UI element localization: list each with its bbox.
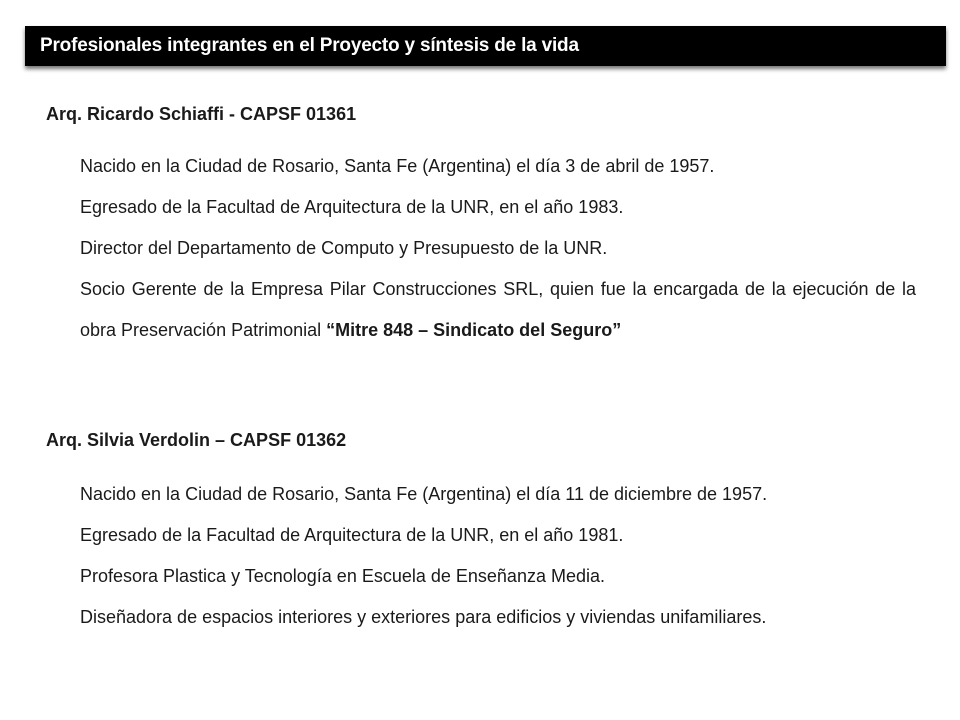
bio-schiaffi — [80, 146, 916, 351]
bio-line: Director del Departamento de Computo y Presupuesto de la UNR. — [80, 238, 608, 258]
bio-line: Nacido en la Ciudad de Rosario, Santa Fe (Argentina) el día 3 de abril de 1957. — [80, 156, 715, 176]
bio-line: Egresado de la Facultad de Arquitectura de la UNR, en el año 1983. — [80, 197, 624, 217]
bio-verdolin — [80, 474, 916, 638]
person-heading-schiaffi: Arq. Ricardo Schiaffi - CAPSF 01361 — [46, 104, 357, 124]
bio-line: Nacido en la Ciudad de Rosario, Santa Fe (Argentina) el día 11 de diciembre de 1957. — [80, 484, 768, 504]
bio-company-text: Socio Gerente de la Empresa Pilar Construcciones SRL, quien fue la encargada de la ejecución de la obra Preservación Patrimonial — [80, 279, 916, 340]
bio-paragraph-company — [80, 269, 916, 351]
page-title: Profesionales integrantes en el Proyecto y síntesis de la vida — [40, 35, 579, 56]
title-bar — [25, 26, 946, 66]
project-name: “Mitre 848 – Sindicato del Seguro” — [326, 320, 622, 340]
bio-line: Egresado de la Facultad de Arquitectura de la UNR, en el año 1981. — [80, 525, 624, 545]
bio-line: Profesora Plastica y Tecnología en Escuela de Enseñanza Media. — [80, 566, 605, 586]
bio-line: Diseñadora de espacios interiores y exteriores para edificios y viviendas unifamiliares. — [80, 607, 767, 627]
person-heading-verdolin: Arq. Silvia Verdolin – CAPSF 01362 — [46, 430, 347, 450]
